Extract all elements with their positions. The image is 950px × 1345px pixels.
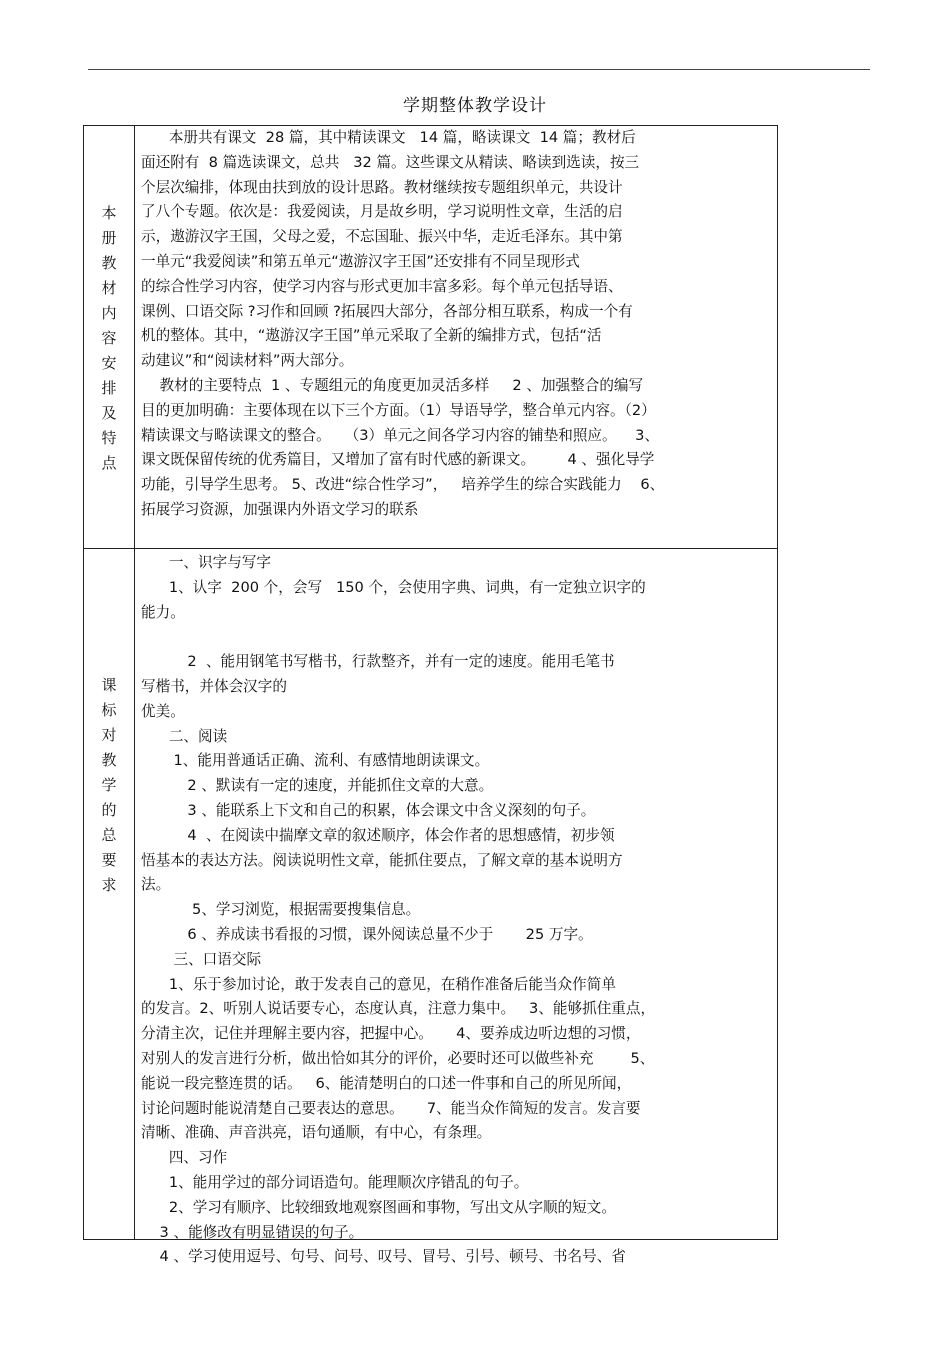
text-line: 5、学习浏览，根据需要搜集信息。 [141, 901, 421, 919]
section-label-curriculum-requirements [84, 673, 134, 898]
label-char: 安 [101, 354, 117, 372]
text-line: 动建议”和“阅读材料”两大部分。 [141, 352, 354, 370]
text-line: 6 、养成读书看报的习惯，课外阅读总量不少于 25 万字。 [141, 925, 593, 943]
label-char: 教 [101, 254, 117, 272]
label-char: 学 [101, 776, 117, 794]
curriculum-requirements-text [141, 551, 777, 1270]
header-rule [88, 69, 870, 70]
label-char: 特 [101, 429, 117, 447]
label-char: 及 [101, 404, 117, 422]
label-char: 本 [101, 204, 117, 222]
label-char: 标 [101, 701, 117, 719]
text-line: 3 、能联系上下文和自己的积累，体会课文中含义深刻的句子。 [141, 801, 596, 819]
text-line: 课例、口语交际 ?习作和回顾 ?拓展四大部分，各部分相互联系，构成一个有 [141, 302, 633, 320]
label-char: 要 [101, 851, 117, 869]
text-line: 讨论问题时能说清楚自己要表达的意思。 7、能当众作简短的发言。发言要 [141, 1099, 641, 1117]
text-line: 3 、能修改有明显错误的句子。 [141, 1223, 364, 1241]
text-line: 四、习作 [141, 1149, 228, 1167]
label-char: 总 [101, 826, 117, 844]
text-line: 本册共有课文 28 篇，其中精读课文 14 篇，略读课文 14 篇；教材后 [141, 129, 636, 146]
label-char: 内 [101, 304, 117, 322]
label-char: 教 [101, 751, 117, 769]
text-line: 一、识字与写字 [141, 554, 271, 571]
text-line [141, 625, 777, 650]
label-char: 排 [101, 379, 117, 397]
text-line: 一单元“我爱阅读”和第五单元“遨游汉字王国”还安排有不同呈现形式 [141, 252, 580, 270]
text-line: 1、乐于参加讨论，敢于发表自己的意见，在稍作准备后能当众作简单 [141, 975, 616, 993]
label-char: 求 [101, 876, 117, 894]
text-line: 2 、能用钢笔书写楷书，行款整齐，并有一定的速度。能用毛笔书 [141, 653, 615, 671]
text-line: 清晰、准确、声音洪亮，语句通顺，有中心，有条理。 [141, 1124, 492, 1142]
text-line: 能说一段完整连贯的话。 6、能清楚明白的口述一件事和自己的所见所闻， [141, 1074, 632, 1092]
label-char: 的 [101, 801, 117, 819]
text-line: 功能，引导学生思考。 5、改进“综合性学习”， 培养学生的综合实践能力 6、 [141, 476, 665, 494]
label-char: 册 [101, 229, 117, 247]
textbook-arrangement-text [141, 126, 777, 523]
section-label-textbook-arrangement [84, 201, 134, 476]
text-line: 4 、在阅读中揣摩文章的叙述顺序，体会作者的思想感情，初步领 [141, 826, 615, 844]
text-line: 2 、默读有一定的速度，并能抓住文章的大意。 [141, 777, 494, 795]
row-divider [84, 548, 777, 549]
text-line: 示，遨游汉字王国，父母之爱，不忘国耻、振兴中华，走近毛泽东。其中第 [141, 228, 623, 246]
text-line: 三、口语交际 [141, 950, 262, 968]
text-line: 对别人的发言进行分析，做出恰如其分的评价，必要时还可以做些补充 5、 [141, 1049, 655, 1067]
label-char: 对 [101, 726, 117, 744]
text-line: 教材的主要特点 1 、专题组元的角度更加灵活多样 2 、加强整合的编写 [141, 376, 644, 394]
text-line: 的发言。2、听别人说话要专心，态度认真，注意力集中。 3、能够抓住重点， [141, 1000, 656, 1018]
column-divider [134, 126, 135, 1239]
label-char: 材 [101, 279, 117, 297]
text-line: 拓展学习资源，加强课内外语文学习的联系 [141, 500, 419, 518]
label-char: 点 [101, 454, 117, 472]
text-line: 面还附有 8 篇选读课文，总共 32 篇。这些课文从精读、略读到选读，按三 [141, 153, 640, 171]
text-line: 写楷书，并体会汉字的 [141, 677, 287, 695]
text-line: 悟基本的表达方法。阅读说明性文章，能抓住要点，了解文章的基本说明方 [141, 851, 623, 869]
label-char: 容 [101, 329, 117, 347]
text-line: 1、能用普通话正确、流利、有感情地朗读课文。 [141, 752, 490, 770]
text-line: 能力。 [141, 603, 185, 621]
text-line: 机的整体。其中，“遨游汉字王国”单元采取了全新的编排方式，包括“活 [141, 327, 602, 345]
text-line: 1、认字 200 个，会写 150 个，会使用字典、词典，有一定独立识字的 [141, 578, 646, 596]
page-title: 学期整体教学设计 [403, 96, 547, 116]
design-table [83, 125, 778, 1266]
text-line: 4 、学习使用逗号、句号、问号、叹号、冒号、引号、顿号、书名号、省 [141, 1248, 626, 1266]
text-line: 精读课文与略读课文的整合。 （3）单元之间各学习内容的铺垫和照应。 3、 [141, 426, 660, 444]
text-line: 法。 [141, 876, 171, 894]
text-line: 的综合性学习内容，使学习内容与形式更加丰富多彩。每个单元包括导语、 [141, 277, 623, 295]
text-line: 1、能用学过的部分词语造句。能理顺次序错乱的句子。 [141, 1173, 529, 1191]
text-line: 分清主次，记住并理解主要内容，把握中心。 4、要养成边听边想的习惯， [141, 1025, 641, 1043]
text-line: 目的更加明确：主要体现在以下三个方面。（1）导语导学，整合单元内容。（2） [141, 401, 656, 419]
label-char: 课 [101, 676, 117, 694]
text-line: 2、学习有顺序、比较细致地观察图画和事物，写出文从字顺的短文。 [141, 1198, 616, 1216]
text-line: 优美。 [141, 702, 185, 720]
text-line: 个层次编排，体现由扶到放的设计思路。教材继续按专题组织单元，共设计 [141, 178, 623, 196]
text-line: 二、阅读 [141, 727, 228, 745]
text-line: 了八个专题。依次是：我爱阅读，月是故乡明，学习说明性文章，生活的启 [141, 203, 623, 221]
text-line: 课文既保留传统的优秀篇目，又增加了富有时代感的新课文。 4 、强化导学 [141, 451, 655, 469]
